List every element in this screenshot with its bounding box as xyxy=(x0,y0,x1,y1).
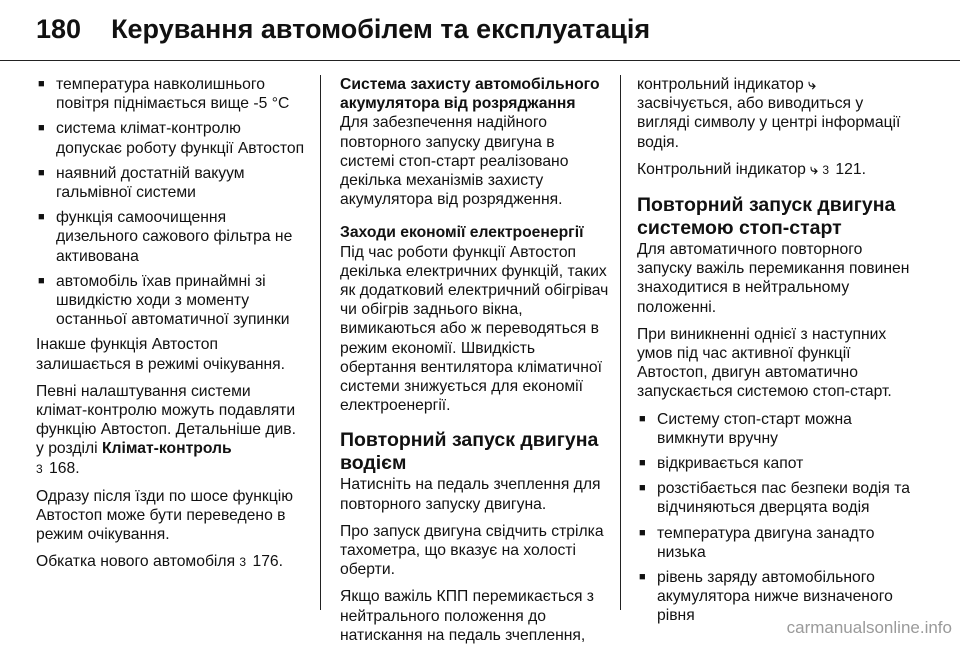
column-1 xyxy=(36,75,306,581)
page-ref[interactable]: 121. xyxy=(835,160,866,178)
page-ref[interactable]: 176. xyxy=(252,553,284,571)
stop-start-indicator-icon: ⤷ xyxy=(808,76,816,92)
section-heading: Повторний запуск двигуна системою стоп-старт xyxy=(637,194,896,240)
column-2 xyxy=(340,75,610,653)
paragraph-text: контрольний індикатор xyxy=(637,76,804,93)
paragraph-text: засвічується, або виводиться у вигляді символу у центрі інформації водія. xyxy=(637,95,901,151)
list-item: ■ температура двигуна занадто низька xyxy=(637,524,912,562)
page-number: 180 xyxy=(36,14,82,44)
ref-arrow-icon: 3 xyxy=(822,162,830,177)
page-ref[interactable]: 168. xyxy=(49,459,80,477)
list-item: ■ розстібається пас безпеки водія та відчиняються дверцята водія xyxy=(637,479,912,517)
column-divider-2 xyxy=(620,75,621,610)
list-item: ■ рівень заряду автомобільного акумулятора нижче визначеного рівня xyxy=(637,568,912,626)
paragraph: Одразу після їзди по шосе функцію Автостоп може бути переведено в режим очікування. xyxy=(36,487,293,544)
list-item: ■ наявний достатній вакуум гальмівної системи xyxy=(36,164,306,202)
column-3 xyxy=(637,75,912,632)
stop-start-indicator-icon: ⤷ xyxy=(810,160,819,177)
subheading: Система захисту автомобільного акумулятора від розряджання xyxy=(340,76,600,113)
restart-conditions-list xyxy=(637,410,912,626)
paragraph-text: Обкатка нового автомобіля xyxy=(36,553,236,571)
paragraph-indicator xyxy=(637,75,912,152)
list-item: ■ система клімат-контролю допускає роботу функції Автостоп xyxy=(36,119,306,157)
list-item: ■ Систему стоп-старт можна вимкнути вручну xyxy=(637,410,912,448)
list-item: ■ автомобіль їхав принаймні зі швидкістю ходи з моменту останньої автоматичної зупинки xyxy=(36,272,306,330)
climate-control-link[interactable]: Клімат-контроль xyxy=(101,440,232,458)
paragraph-text: Контрольний індикатор xyxy=(637,160,806,178)
list-item: ■ температура навколишнього повітря піднімається вище -5 °C xyxy=(36,75,306,113)
watermark: carmanualsonline.info xyxy=(786,618,952,637)
paragraph: Під час роботи функції Автостоп декілька електричних функцій, таких як додатковий електричний обігрівач чи обігрів заднього вікна, вимикаються або ж переводяться в режим економії. Швидкість обертання вентилятора кліматичної системи знижується для економії електроенергії. xyxy=(340,243,609,415)
paragraph: Інакше функція Автостоп залишається в режимі очікування. xyxy=(36,336,286,373)
paragraph: Про запуск двигуна свідчить стрілка тахометра, що вказує на холості оберти. xyxy=(340,522,604,579)
paragraph: Для автоматичного повторного запуску важіль перемикання повинен знаходитися в нейтральному положенні. xyxy=(637,241,910,316)
paragraph-indicator-ref xyxy=(637,160,912,180)
paragraph: Для забезпечення надійного повторного запуску двигуна в системі стоп-старт реалізовано декілька механізмів захисту акумулятора від розрядження. xyxy=(340,114,569,209)
paragraph: Натисніть на педаль зчеплення для повторного запуску двигуна. xyxy=(340,476,601,513)
paragraph: Якщо важіль КПП перемикається з нейтрального положення до натискання на педаль зчеплення, xyxy=(340,588,595,644)
page-header xyxy=(36,14,650,50)
paragraph-break-in xyxy=(36,552,306,572)
paragraph-climate-ref xyxy=(36,382,306,479)
section-heading: Повторний запуск двигуна водієм xyxy=(340,429,599,475)
paragraph: При виникненні однієї з наступних умов під час активної функції Автостоп, двигун автоматично запускається системою стоп-старт. xyxy=(637,325,892,401)
header-divider xyxy=(0,60,960,61)
list-item: ■ функція самоочищення дизельного сажового фільтра не активована xyxy=(36,208,306,266)
paragraph-text: Певні налаштування системи клімат-контролю можуть подавляти функцію Автостоп. Детальніше див. у розділі xyxy=(36,382,296,458)
column-divider-1 xyxy=(320,75,321,610)
conditions-list xyxy=(36,75,306,329)
chapter-title: Керування автомобілем та експлуатація xyxy=(111,14,651,44)
subheading: Заходи економії електроенергії xyxy=(340,224,584,242)
ref-arrow-icon: 3 xyxy=(36,461,43,476)
list-item: ■ відкривається капот xyxy=(637,454,912,473)
ref-arrow-icon: 3 xyxy=(239,555,247,570)
